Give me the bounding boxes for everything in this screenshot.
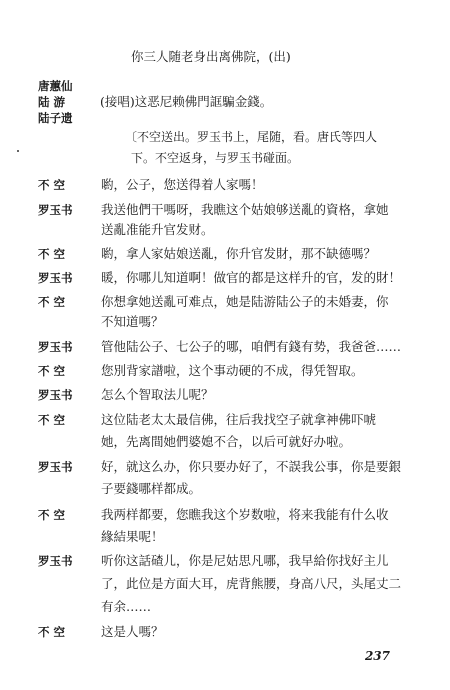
stage-direction: 〔不空送出。罗玉书上，尾随，看。唐氏等四人 — [125, 130, 378, 144]
dialogue-line: 你想拿她送亂可难点，她是陆游陆公子的未婚妻，你 — [101, 294, 389, 309]
speaker-label: 不 空 — [38, 247, 66, 261]
line-text: 你三人随老身出离佛院，(出) — [131, 49, 291, 64]
speaker-label: 罗玉书 — [38, 271, 73, 285]
speaker-label: 罗玉书 — [38, 460, 73, 474]
dialogue-line: 有余…… — [101, 599, 152, 614]
dialogue-line: 暖，你哪儿知道啊！做官的都是这样升的官，发的財！ — [101, 270, 402, 285]
speaker-label: 罗玉书 — [38, 340, 73, 354]
speaker-label: 罗玉书 — [38, 203, 73, 217]
dialogue-line: 这位陆老太太最信佛，往后我找空子就拿神佛吓唬 — [101, 412, 377, 427]
speaker-label: 陆子遗 — [38, 111, 73, 125]
dialogue-line: 您別背家譜啦，这个事动硬的不成，得凭智取。 — [101, 363, 364, 378]
lyric-line: (接唱)这恶尼赖佛門誆騙金錢。 — [100, 94, 273, 109]
dialogue-line: 我两样都要，您瞧我这个岁数啦，将来我能有什么收 — [101, 507, 389, 522]
speaker-label: 不 空 — [38, 413, 66, 427]
speaker-label: 唐蕙仙 — [38, 79, 73, 93]
dialogue-line: 管他陆公子、七公子的哪，咱們有錢有势，我爸爸…… — [101, 339, 402, 354]
dialogue-line: 不知道嗎？ — [101, 314, 164, 329]
speaker-label: 不 空 — [38, 364, 66, 378]
dialogue-line: 她，先离間她們婆媳不合，以后可就好办啦。 — [101, 434, 352, 449]
stage-direction: 下。不空返身，与罗玉书碰面。 — [131, 151, 300, 165]
dialogue-line: 好，就这么办，你只要办好了，不誤我公事，你是要銀 — [101, 459, 402, 474]
margin-mark — [17, 150, 19, 152]
speaker-label: 不 空 — [38, 508, 66, 522]
speaker-label: 罗玉书 — [38, 388, 73, 402]
dialogue-line: 听你这話碴儿，你是尼姑思凡哪，我早給你找好主儿 — [101, 553, 389, 568]
speaker-label: 不 空 — [38, 295, 66, 309]
lyric-line — [131, 49, 291, 65]
page-number: 237 — [364, 649, 390, 663]
dialogue-line: 这是人嗎？ — [101, 624, 164, 639]
dialogue-line: 了，此位是方面大耳，虎背熊腰，身高八尺，头尾丈二 — [101, 576, 402, 591]
speaker-label: 陆 游 — [38, 95, 66, 109]
speaker-label: 不 空 — [38, 178, 66, 192]
dialogue-line: 送亂准能升官发财。 — [101, 222, 214, 237]
dialogue-line: 我送他們干嗎呀，我瞧这个姑娘够送亂的資格，拿她 — [101, 202, 389, 217]
dialogue-line: 喲，公子，您送得着人家嗎！ — [101, 177, 264, 192]
dialogue-line: 緣結果呢！ — [101, 529, 164, 544]
dialogue-line: 怎么个智取法儿呢？ — [101, 387, 214, 402]
speaker-label: 不 空 — [38, 625, 66, 639]
speaker-label: 罗玉书 — [38, 554, 73, 568]
dialogue-line: 喲，拿人家姑娘送亂，你升官发財，那不缺德嗎？ — [101, 246, 377, 261]
dialogue-line: 子要錢哪样都成。 — [101, 481, 202, 496]
